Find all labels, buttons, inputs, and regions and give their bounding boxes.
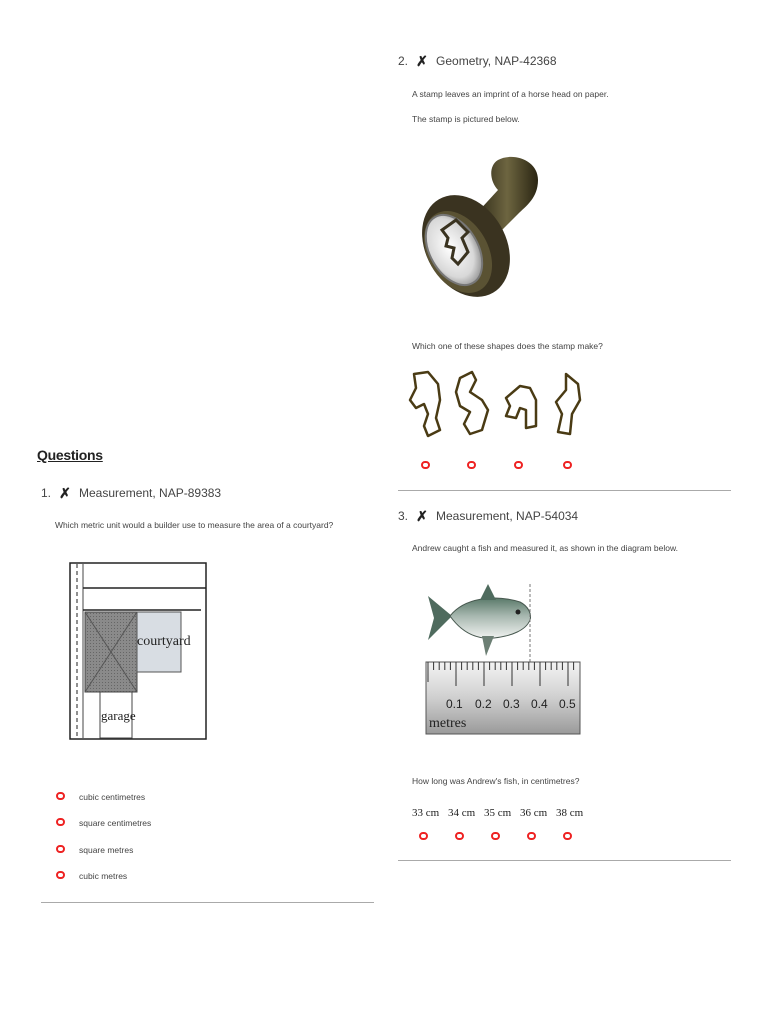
horse-shape-b bbox=[456, 372, 488, 434]
option-radio[interactable] bbox=[56, 792, 65, 800]
diagram-label-courtyard: courtyard bbox=[137, 634, 191, 649]
question-2-header bbox=[398, 54, 557, 68]
question-1-header bbox=[41, 486, 221, 500]
option-label: 35 cm bbox=[484, 807, 512, 819]
option-radio[interactable] bbox=[563, 832, 572, 840]
divider bbox=[41, 902, 374, 903]
fish-image bbox=[428, 584, 531, 656]
courtyard-diagram bbox=[69, 562, 207, 740]
ruler-tick-label: 0.3 bbox=[503, 697, 520, 711]
fish-ruler-diagram bbox=[424, 582, 584, 738]
question-prompt: The stamp is pictured below. bbox=[412, 114, 520, 124]
option-radio[interactable] bbox=[56, 871, 65, 879]
question-prompt: Which metric unit would a builder use to measure the area of a courtyard? bbox=[55, 520, 334, 530]
question-number: 1. bbox=[41, 486, 52, 500]
section-title: Questions bbox=[37, 447, 103, 463]
divider bbox=[398, 860, 731, 861]
horse-shape-d bbox=[556, 374, 580, 434]
option-label: 33 cm bbox=[412, 807, 440, 819]
ruler-tick-label: 0.2 bbox=[475, 697, 492, 711]
option-label: 38 cm bbox=[556, 807, 584, 819]
option-radio[interactable] bbox=[421, 461, 430, 469]
option-label: square metres bbox=[79, 845, 134, 855]
option-radio[interactable] bbox=[56, 818, 65, 826]
ruler-tick-label: 0.4 bbox=[531, 697, 548, 711]
option-label: 36 cm bbox=[520, 807, 548, 819]
ruler-tick-label: 0.5 bbox=[559, 697, 576, 711]
stamp-image bbox=[418, 152, 544, 302]
question-title: Measurement, NAP-89383 bbox=[79, 486, 222, 500]
question-title: Geometry, NAP-42368 bbox=[436, 54, 557, 68]
question-number: 3. bbox=[398, 509, 409, 523]
question-number: 2. bbox=[398, 54, 409, 68]
option-radio[interactable] bbox=[514, 461, 523, 469]
option-radio[interactable] bbox=[419, 832, 428, 840]
question-text: How long was Andrew's fish, in centimetres? bbox=[412, 776, 580, 786]
x-mark-icon: ✗ bbox=[59, 485, 71, 501]
question-title: Measurement, NAP-54034 bbox=[436, 509, 579, 523]
option-radio[interactable] bbox=[527, 832, 536, 840]
option-label: cubic metres bbox=[79, 871, 128, 881]
x-mark-icon: ✗ bbox=[416, 508, 428, 524]
shape-options bbox=[406, 370, 586, 442]
option-label: 34 cm bbox=[448, 807, 476, 819]
option-radio[interactable] bbox=[563, 461, 572, 469]
option-label: cubic centimetres bbox=[79, 792, 146, 802]
option-radio[interactable] bbox=[467, 461, 476, 469]
x-mark-icon: ✗ bbox=[416, 53, 428, 69]
option-label: square centimetres bbox=[79, 818, 152, 828]
question-prompt: A stamp leaves an imprint of a horse head on paper. bbox=[412, 89, 609, 99]
divider bbox=[398, 490, 731, 491]
diagram-label-garage: garage bbox=[101, 708, 136, 723]
ruler-tick-label: 0.1 bbox=[446, 697, 463, 711]
question-text: Which one of these shapes does the stamp make? bbox=[412, 341, 603, 351]
question-3-header bbox=[398, 509, 578, 523]
question-prompt: Andrew caught a fish and measured it, as shown in the diagram below. bbox=[412, 543, 679, 553]
horse-shape-a bbox=[410, 372, 440, 436]
option-radio[interactable] bbox=[491, 832, 500, 840]
horse-shape-c bbox=[506, 386, 536, 428]
option-radio[interactable] bbox=[455, 832, 464, 840]
ruler-unit-label: metres bbox=[429, 716, 467, 731]
option-radio[interactable] bbox=[56, 845, 65, 853]
